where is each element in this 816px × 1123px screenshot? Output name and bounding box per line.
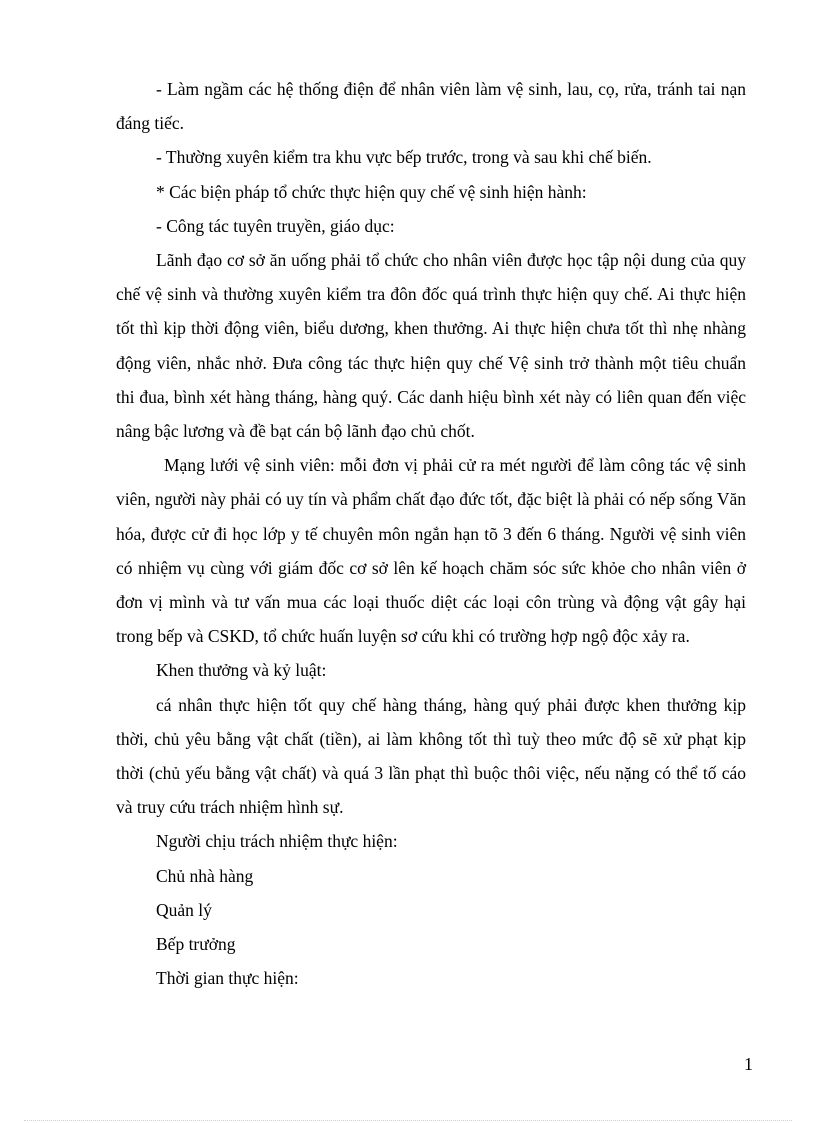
paragraph-leadership: Lãnh đạo cơ sở ăn uống phải tổ chức cho nhân viên được học tập nội dung của quy chế vệ sinh và thường xuyên kiểm tra đôn đốc quá trình thực hiện quy chế. Ai thực hiện tốt thì kịp thời động viên, biểu dương, khen thưởng. Ai thực hiện chưa tốt thì nhẹ nhàng động viên, nhắc nhở. Đưa công tác thực hiện quy chế Vệ sinh trở thành một tiêu chuẩn thi đua, bình xét hàng tháng, hàng quý. Các danh hiệu bình xét này có liên quan đến việc nâng bậc lương và đề bạt cán bộ lãnh đạo chủ chốt. xyxy=(116,250,746,442)
list-item-owner: Chủ nhà hàng xyxy=(156,865,254,886)
paragraph-responsible-heading: Người chịu trách nhiệm thực hiện: xyxy=(156,831,398,852)
page-bottom-divider xyxy=(24,1120,792,1121)
paragraph-kitchen-inspection: - Thường xuyên kiểm tra khu vực bếp trước, trong và sau khi chế biến. xyxy=(156,147,652,168)
paragraph-reward-heading: Khen thưởng và kỷ luật: xyxy=(156,660,327,681)
paragraph-sanitation-network: Mạng lưới vệ sinh viên: mỗi đơn vị phải cử ra mét người để làm công tác vệ sinh viên, người này phải có uy tín và phẩm chất đạo đức tốt, đặc biệt là phải có nếp sống Văn hóa, được cử đi học lớp y tế chuyên môn ngắn hạn tõ 3 đến 6 tháng. Người vệ sinh viên có nhiệm vụ cùng với giám đốc cơ sở lên kế hoạch chăm sóc sức khỏe cho nhân viên ở đơn vị mình và tư vấn mua các loại thuốc diệt các loại côn trùng và động vật gây hại trong bếp và CSKD, tổ chức huấn luyện sơ cứu khi có trường hợp ngộ độc xảy ra. xyxy=(116,455,746,647)
page-number: 1 xyxy=(744,1054,753,1074)
paragraph-electrical-systems: - Làm ngầm các hệ thống điện để nhân viên làm vệ sinh, lau, cọ, rửa, tránh tai nạn đáng tiếc. xyxy=(116,79,746,134)
list-item-manager: Quản lý xyxy=(156,899,212,920)
list-item-head-chef: Bếp trưởng xyxy=(156,934,236,955)
paragraph-reward-details: cá nhân thực hiện tốt quy chế hàng tháng, hàng quý phải được khen thưởng kịp thời, chủ yêu bằng vật chất (tiền), ai làm không tốt thì tuỳ theo mức độ sẽ xử phạt kịp thời (chủ yếu bằng vật chất) và quá 3 lần phạt thì buộc thôi việc, nếu nặng có thể tố cáo và truy cứu trách nhiệm hình sự. xyxy=(116,694,746,818)
document-body xyxy=(116,72,746,995)
paragraph-timeline-heading: Thời gian thực hiện: xyxy=(156,968,299,989)
paragraph-measures-heading: * Các biện pháp tổ chức thực hiện quy chế vệ sinh hiện hành: xyxy=(156,181,587,202)
paragraph-propaganda-heading: - Công tác tuyên truyền, giáo dục: xyxy=(156,215,395,236)
